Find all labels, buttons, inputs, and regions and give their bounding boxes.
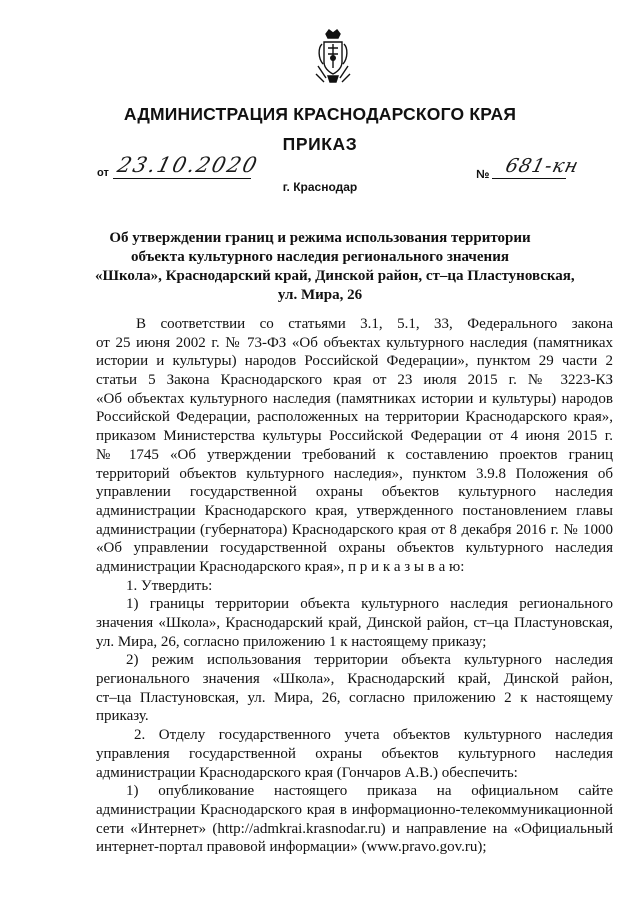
body-line: интернет-портал правовой информации» (www.pravo.gov.ru); (96, 839, 487, 856)
document-title (95, 229, 575, 305)
number-label: № (476, 167, 490, 181)
body-line: В соответствии со статьями 3.1, 5.1, 33, Федерального закона (136, 316, 613, 332)
body-line: территорий объектов культурного наследия», пунктом 3.9.8 Положения об (96, 465, 613, 482)
body-line: истории и культуры) народов Российской Федерации», пунктом 29 части 2 (96, 353, 613, 370)
body-line: статьи 5 Закона Краснодарского края от 23 июля 2015 г. № 3223-КЗ (96, 372, 613, 389)
body-line: администрации (губернатора) Краснодарского края от 8 декабря 2016 г. № 1000 (96, 521, 613, 538)
body-line: «Об объектах культурного наследия (памятниках истории и культуры) народов (96, 390, 613, 407)
body-line: Российской Федерации, расположенных на территории Краснодарского края», (96, 409, 613, 426)
title-line: «Школа», Краснодарский край, Динской район, ст–ца Пластуновская, (95, 268, 575, 284)
title-line: объекта культурного наследия регионального значения (131, 249, 509, 265)
body-line: 1) границы территории объекта культурного наследия регионального (126, 596, 613, 613)
date-label: от (97, 167, 109, 179)
body-line: администрации Краснодарского края, утвержденного постановлением главы (96, 502, 613, 519)
title-line: Об утверждении границ и режима использования территории (109, 230, 531, 246)
krasnodar-coat-of-arms-icon (314, 28, 352, 84)
document-type: ПРИКАЗ (282, 134, 358, 154)
body-line: «Об управлении государственной охраны объектов культурного наследия (96, 540, 613, 557)
body-line: управления государственной охраны объектов культурного наследия (96, 745, 613, 762)
body-line: администрации Краснодарского края», п р и к а з ы в а ю: (96, 558, 465, 575)
body-line: значения «Школа», Краснодарский край, Динской район, ст–ца Пластуновская, (96, 615, 613, 631)
body-line: 1) опубликование настоящего приказа на официальном сайте (126, 783, 613, 800)
body-line: 2. Отделу государственного учета объектов культурного наследия (134, 727, 613, 744)
title-line: ул. Мира, 26 (277, 287, 363, 303)
body-line: администрации Краснодарского края (Гончаров А.В.) обеспечить: (96, 764, 518, 781)
city: г. Краснодар (282, 180, 358, 194)
body-line: № 1745 «Об утверждении требований к составлению проектов границ (96, 446, 613, 463)
body-line: 1. Утвердить: (126, 577, 213, 594)
document-body (96, 315, 613, 857)
organization-name: АДМИНИСТРАЦИЯ КРАСНОДАРСКОГО КРАЯ (123, 104, 517, 124)
body-line: управлении государственной охраны объектов культурного наследия (96, 484, 613, 501)
body-line: сети «Интернет» (http://admkrai.krasnodar.ru) и направление на «Официальный (96, 820, 613, 837)
body-line: регионального значения «Школа», Краснодарский край, Динской район, (96, 671, 613, 688)
body-line: приказу. (96, 708, 149, 725)
number-underline (492, 178, 566, 179)
number-handwritten: 681-кн (503, 155, 582, 177)
body-line: администрации Краснодарского края в информационно-телекоммуникационной (96, 801, 613, 818)
body-line: приказом Министерства культуры Российской Федерации от 4 июня 2015 г. (96, 428, 613, 445)
date-handwritten: 23.10.2020 (115, 153, 262, 177)
body-line: ул. Мира, 26, согласно приложению 1 к настоящему приказу; (96, 633, 487, 650)
body-line: ст–ца Пластуновская, ул. Мира, 26, согласно приложению 2 к настоящему (96, 689, 613, 706)
body-line: от 25 июня 2002 г. № 73-ФЗ «Об объектах культурного наследия (памятниках (96, 334, 613, 351)
body-line: 2) режим использования территории объекта культурного наследия (126, 652, 613, 669)
date-underline (113, 178, 251, 179)
